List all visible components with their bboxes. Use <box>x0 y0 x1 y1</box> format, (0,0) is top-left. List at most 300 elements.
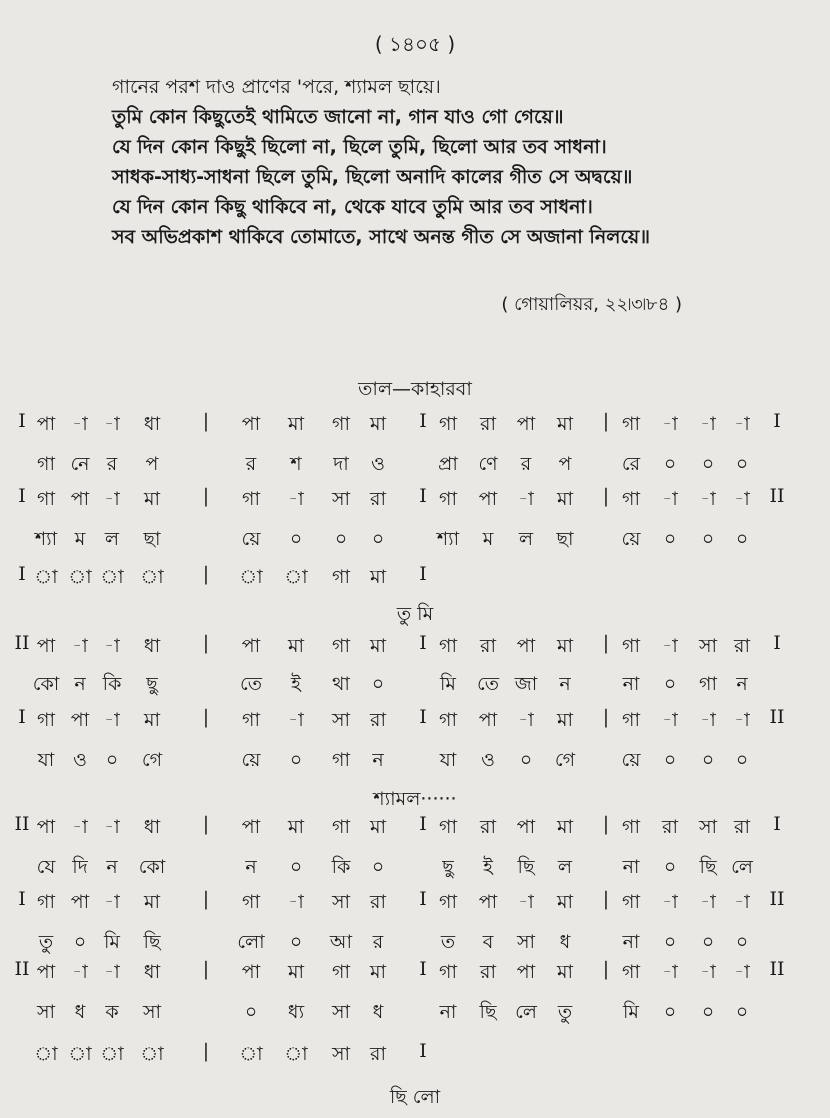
bar-line: | <box>202 410 210 432</box>
notation-cell: ০ <box>663 856 677 878</box>
lyric-row <box>0 706 830 736</box>
lyric-row <box>0 888 830 918</box>
notation-cell: পা <box>478 488 498 510</box>
notation-cell: গা <box>622 891 640 913</box>
poem-line: যে দিন কোন কিছু থাকিবে না, থেকে যাবে তুমি আর তব সাধনা। <box>112 196 593 218</box>
notation-cell: ছি <box>479 1001 497 1023</box>
lyric-row <box>0 1040 830 1070</box>
refrain-reference: শ্যামল······ <box>373 788 457 810</box>
notation-cell: ধা <box>143 635 161 657</box>
notation-cell: যা <box>37 749 55 771</box>
bar-line: | <box>202 888 210 910</box>
bar-line: | <box>202 563 210 585</box>
notation-cell: -া <box>700 488 716 510</box>
notation-cell: য়ে <box>621 528 641 550</box>
bar-line: I <box>419 1040 427 1062</box>
notation-cell: কি <box>331 856 351 878</box>
notation-cell: -া <box>662 891 678 913</box>
bar-line: I <box>419 485 427 507</box>
notation-cell: মা <box>369 566 387 588</box>
notation-row <box>0 998 830 1028</box>
notation-cell: ও <box>371 453 385 475</box>
notation-cell: কো <box>32 673 60 695</box>
notation-cell: -া <box>104 891 120 913</box>
notation-cell: -া <box>104 816 120 838</box>
notation-cell: ০ <box>663 749 677 771</box>
notation-cell: র <box>106 453 118 475</box>
notation-cell: পা <box>516 413 536 435</box>
poem-line: সাধক-সাধ্য-সাধনা ছিলে তুমি, ছিলো অনাদি কালের গীত সে অদ্বয়ে॥ <box>112 166 633 188</box>
notation-cell: ছু <box>146 673 158 695</box>
notation-cell: ০ <box>73 931 87 953</box>
lyric-row <box>0 632 830 662</box>
notation-cell: ছি <box>143 931 161 953</box>
notation-cell: প <box>558 453 572 475</box>
poem-line: তুমি কোন কিছুতেই থামিতে জানো না, গান যাও গো গেয়ে॥ <box>112 106 564 128</box>
notation-cell: গা <box>439 891 457 913</box>
notation-cell: গা <box>439 635 457 657</box>
notation-cell: পা <box>241 635 261 657</box>
notation-cell: ০ <box>289 528 303 550</box>
notation-cell: ছু <box>442 856 454 878</box>
notation-cell: ০ <box>701 1001 715 1023</box>
lyric-chhilo: ছি লো <box>389 1086 441 1108</box>
notation-cell: ও <box>481 749 495 771</box>
notation-cell: গা <box>242 488 260 510</box>
bar-line: I <box>18 706 26 728</box>
bar-line: I <box>419 563 427 585</box>
notation-cell: আ <box>329 931 353 953</box>
bar-line: | <box>202 632 210 654</box>
notation-cell: ছি <box>517 856 535 878</box>
notation-cell: ০ <box>289 749 303 771</box>
notation-cell: শ <box>290 453 302 475</box>
notation-cell: মা <box>143 488 161 510</box>
notation-cell: -া <box>518 709 534 731</box>
notation-cell: ছা <box>143 528 161 550</box>
notation-cell: -া <box>662 961 678 983</box>
notation-cell: মা <box>369 635 387 657</box>
bar-line: I <box>18 888 26 910</box>
notation-cell: তু <box>557 1001 573 1023</box>
notation-cell: ন <box>736 673 748 695</box>
notation-cell: দা <box>333 453 349 475</box>
notation-cell: গা <box>439 488 457 510</box>
notation-cell: না <box>622 856 640 878</box>
poem-line: যে দিন কোন কিছুই ছিলো না, ছিলে তুমি, ছিলো আর তব সাধনা। <box>112 136 607 158</box>
notation-cell: সা <box>698 816 718 838</box>
bar-line: II <box>769 706 785 728</box>
notation-cell: সা <box>331 1001 351 1023</box>
notation-cell: প <box>145 453 159 475</box>
notation-cell: দি <box>72 856 88 878</box>
notation-cell: পা <box>70 891 90 913</box>
notation-cell: ধা <box>143 413 161 435</box>
notation-cell: লো <box>237 931 265 953</box>
notation-cell: -া <box>734 961 750 983</box>
notation-cell: ০ <box>371 528 385 550</box>
notation-cell: রা <box>480 413 496 435</box>
notation-row <box>0 410 830 440</box>
notation-cell: য়ে <box>241 749 261 771</box>
poem-lyrics <box>112 72 650 252</box>
notation-cell: গে <box>554 749 576 771</box>
notation-cell: -া <box>104 488 120 510</box>
notation-cell: ০ <box>371 856 385 878</box>
notation-cell: ধ <box>74 1001 86 1023</box>
notation-cell: ল <box>104 528 120 550</box>
notation-cell: পা <box>478 709 498 731</box>
bar-line: I <box>773 632 781 654</box>
notation-cell: -া <box>72 413 88 435</box>
notation-cell: পা <box>36 816 56 838</box>
notation-cell: পা <box>516 816 536 838</box>
notation-cell: রা <box>734 816 750 838</box>
notation-cell: সা <box>36 1001 56 1023</box>
bar-line: I <box>18 485 26 507</box>
notation-cell: মা <box>556 709 574 731</box>
notation-cell: পা <box>241 961 261 983</box>
notation-cell: গা <box>332 413 350 435</box>
notation-cell: রা <box>370 709 386 731</box>
place-date: ( গোয়ালিয়র, ২২৷৩৷৮৪ ) <box>501 294 682 315</box>
notation-cell: ০ <box>735 749 749 771</box>
notation-cell: ০ <box>663 453 677 475</box>
notation-cell: -া <box>288 488 304 510</box>
notation-cell: ন <box>372 749 384 771</box>
notation-cell: ০ <box>519 749 533 771</box>
bar-line: I <box>419 888 427 910</box>
notation-cell: গা <box>37 709 55 731</box>
notation-cell: পা <box>36 635 56 657</box>
notation-cell: লে <box>515 1001 537 1023</box>
notation-cell: -া <box>104 961 120 983</box>
notation-cell: গা <box>37 453 55 475</box>
notation-cell: রা <box>370 1043 386 1065</box>
notation-cell: া <box>100 1043 124 1065</box>
bar-line: II <box>14 958 30 980</box>
notation-cell: মি <box>104 931 120 953</box>
notation-cell: া <box>68 566 92 588</box>
notation-cell: প্রা <box>438 453 458 475</box>
notation-cell: জা <box>514 673 538 695</box>
taal-heading: তাল—কাহারবা <box>358 378 472 400</box>
lyric-row <box>0 958 830 988</box>
notation-cell: গা <box>332 749 350 771</box>
notation-cell: গা <box>332 566 350 588</box>
lyric-tumi: তু মি <box>396 603 434 625</box>
notation-cell: -া <box>104 413 120 435</box>
notation-cell: গা <box>439 709 457 731</box>
notation-cell: রা <box>662 816 678 838</box>
notation-cell: গা <box>37 488 55 510</box>
notation-cell: য়ে <box>241 528 261 550</box>
notation-cell: -া <box>104 709 120 731</box>
notation-cell: ০ <box>735 1001 749 1023</box>
notation-cell: ল <box>557 856 573 878</box>
notation-cell: গা <box>439 816 457 838</box>
bar-line: II <box>769 958 785 980</box>
lyric-row <box>0 525 830 555</box>
poem-line: গানের পরশ দাও প্রাণের 'পরে, শ্যামল ছায়ে। <box>112 76 441 98</box>
notation-cell: য়ে <box>621 749 641 771</box>
notation-cell: -া <box>662 635 678 657</box>
notation-cell: রা <box>480 635 496 657</box>
notation-cell: গা <box>439 961 457 983</box>
notation-cell: মা <box>556 488 574 510</box>
notation-cell: মা <box>556 635 574 657</box>
notation-row <box>0 563 830 593</box>
bar-line: II <box>14 813 30 835</box>
notation-cell: রে <box>621 453 641 475</box>
notation-cell: মা <box>556 961 574 983</box>
notation-cell: তে <box>477 673 499 695</box>
notation-cell: ধা <box>143 816 161 838</box>
notation-cell: ধ্য <box>287 1001 305 1023</box>
notation-cell: -া <box>700 413 716 435</box>
notation-cell: মি <box>623 1001 639 1023</box>
notation-cell: -া <box>104 635 120 657</box>
notation-cell: া <box>34 566 58 588</box>
notation-cell: মা <box>369 816 387 838</box>
notation-cell: ছি <box>699 856 717 878</box>
notation-cell: না <box>622 931 640 953</box>
bar-line: | <box>202 958 210 980</box>
notation-cell: া <box>284 566 308 588</box>
notation-cell: মা <box>143 891 161 913</box>
notation-cell: ম <box>74 528 86 550</box>
lyric-row <box>0 450 830 480</box>
notation-row <box>0 928 830 958</box>
notation-cell: া <box>140 566 164 588</box>
notation-cell: গা <box>37 891 55 913</box>
notation-row <box>0 670 830 700</box>
notation-cell: সা <box>331 709 351 731</box>
notation-cell: মা <box>556 413 574 435</box>
bar-line: II <box>14 632 30 654</box>
notation-cell: ০ <box>334 528 348 550</box>
notation-cell: রা <box>370 488 386 510</box>
notation-cell: -া <box>734 709 750 731</box>
notation-cell: মা <box>287 635 305 657</box>
notation-cell: গা <box>622 488 640 510</box>
notation-cell: তে <box>240 673 262 695</box>
bar-line: | <box>602 813 610 835</box>
bar-line: I <box>419 813 427 835</box>
notation-cell: ০ <box>289 856 303 878</box>
notation-cell: ০ <box>663 673 677 695</box>
notation-cell: ন <box>559 673 571 695</box>
notation-cell: -া <box>288 709 304 731</box>
notation-cell: ন <box>245 856 257 878</box>
notation-cell: ণে <box>478 453 498 475</box>
notation-cell: ও <box>73 749 87 771</box>
notation-row <box>0 853 830 883</box>
notation-cell: গা <box>242 891 260 913</box>
notation-cell: পা <box>36 413 56 435</box>
notation-cell: -া <box>518 488 534 510</box>
notation-cell: মা <box>556 891 574 913</box>
notation-cell: ল <box>518 528 534 550</box>
notation-cell: নে <box>70 453 90 475</box>
notation-cell: পা <box>70 709 90 731</box>
bar-line: | <box>602 485 610 507</box>
notation-cell: গা <box>622 816 640 838</box>
notation-cell: পা <box>36 961 56 983</box>
notation-cell: মা <box>556 816 574 838</box>
notation-cell: শ্যা <box>436 528 460 550</box>
notation-cell: া <box>140 1043 164 1065</box>
notation-cell: ছা <box>556 528 574 550</box>
notation-cell: গা <box>622 635 640 657</box>
bar-line: II <box>769 888 785 910</box>
notation-cell: ০ <box>663 931 677 953</box>
notation-cell: সা <box>331 1043 351 1065</box>
notation-cell: ক <box>105 1001 119 1023</box>
bar-line: | <box>602 706 610 728</box>
notation-cell: রা <box>370 891 386 913</box>
notation-cell: ধ <box>372 1001 384 1023</box>
notation-cell: না <box>622 673 640 695</box>
notation-cell: যে <box>36 856 56 878</box>
notation-cell: ০ <box>289 931 303 953</box>
bar-line: | <box>602 958 610 980</box>
notation-cell: ন <box>106 856 118 878</box>
notation-cell: যা <box>439 749 457 771</box>
notation-cell: পা <box>478 891 498 913</box>
notation-cell: -া <box>662 709 678 731</box>
notation-cell: -া <box>700 961 716 983</box>
bar-line: | <box>602 888 610 910</box>
notation-cell: ০ <box>105 749 119 771</box>
bar-line: | <box>202 1040 210 1062</box>
notation-cell: রা <box>734 635 750 657</box>
notation-cell: সা <box>698 635 718 657</box>
notation-cell: রা <box>480 961 496 983</box>
notation-cell: গা <box>622 413 640 435</box>
notation-row <box>0 746 830 776</box>
bar-line: I <box>18 563 26 585</box>
notation-cell: কি <box>102 673 122 695</box>
notation-cell: -া <box>518 891 534 913</box>
notation-cell: ০ <box>735 931 749 953</box>
notation-cell: সা <box>331 488 351 510</box>
notation-cell: া <box>100 566 124 588</box>
notation-cell: পা <box>516 635 536 657</box>
notation-cell: না <box>439 1001 457 1023</box>
notation-cell: ০ <box>663 528 677 550</box>
bar-line: | <box>602 632 610 654</box>
notation-cell: মা <box>143 709 161 731</box>
notation-cell: ধ <box>559 931 571 953</box>
notation-cell: রা <box>480 816 496 838</box>
notation-cell: ০ <box>244 1001 258 1023</box>
bar-line: I <box>18 410 26 432</box>
notation-cell: র <box>372 931 384 953</box>
notation-cell: ০ <box>701 528 715 550</box>
notation-cell: ম <box>482 528 494 550</box>
notation-cell: কো <box>138 856 166 878</box>
notation-cell: ০ <box>701 749 715 771</box>
notation-cell: গা <box>699 673 717 695</box>
notation-cell: মা <box>287 961 305 983</box>
bar-line: I <box>419 632 427 654</box>
bar-line: | <box>602 410 610 432</box>
notation-cell: -া <box>700 709 716 731</box>
notation-cell: া <box>68 1043 92 1065</box>
notation-cell: মা <box>287 413 305 435</box>
notation-cell: -া <box>288 891 304 913</box>
notation-cell: মা <box>369 961 387 983</box>
bar-line: | <box>202 813 210 835</box>
notation-cell: ০ <box>735 528 749 550</box>
notation-cell: পা <box>516 961 536 983</box>
bar-line: I <box>773 813 781 835</box>
notation-cell: ধা <box>143 961 161 983</box>
notation-cell: সা <box>142 1001 162 1023</box>
notation-cell: -া <box>662 413 678 435</box>
notation-cell: ০ <box>701 453 715 475</box>
notation-cell: ০ <box>735 453 749 475</box>
notation-cell: া <box>239 566 263 588</box>
notation-cell: -া <box>72 816 88 838</box>
bar-line: I <box>773 410 781 432</box>
notation-cell: ন <box>74 673 86 695</box>
notation-cell: ই <box>291 673 301 695</box>
notation-cell: গা <box>622 709 640 731</box>
notation-cell: গা <box>332 816 350 838</box>
notation-cell: র <box>520 453 532 475</box>
notation-cell: পা <box>241 413 261 435</box>
notation-cell: া <box>239 1043 263 1065</box>
notation-cell: গা <box>622 961 640 983</box>
notation-cell: গে <box>141 749 163 771</box>
notation-cell: ০ <box>663 1001 677 1023</box>
notation-cell: মা <box>287 816 305 838</box>
bar-line: I <box>419 410 427 432</box>
notation-cell: -া <box>72 961 88 983</box>
bar-line: | <box>202 485 210 507</box>
notation-cell: ই <box>483 856 493 878</box>
bar-line: I <box>419 706 427 728</box>
notation-cell: ব <box>482 931 494 953</box>
notation-cell: তু <box>38 931 54 953</box>
notation-cell: গা <box>242 709 260 731</box>
notation-cell: া <box>34 1043 58 1065</box>
lyric-row <box>0 813 830 843</box>
bar-line: II <box>769 485 785 507</box>
notation-cell: গা <box>332 961 350 983</box>
notation-cell: লে <box>731 856 753 878</box>
notation-cell: পা <box>241 816 261 838</box>
bar-line: I <box>419 958 427 980</box>
notation-cell: মা <box>369 413 387 435</box>
notation-cell: সা <box>331 891 351 913</box>
bar-line: | <box>202 706 210 728</box>
notation-cell: -া <box>734 891 750 913</box>
notation-row <box>0 485 830 515</box>
notation-cell: শ্যা <box>34 528 58 550</box>
page-number: ( ১৪০৫ ) <box>374 32 456 56</box>
notation-cell: -া <box>734 413 750 435</box>
notation-cell: র <box>245 453 257 475</box>
notation-cell: ০ <box>701 931 715 953</box>
notation-cell: া <box>284 1043 308 1065</box>
notation-cell: গা <box>439 413 457 435</box>
notation-cell: -া <box>72 635 88 657</box>
notation-cell: ত <box>440 931 456 953</box>
notation-cell: থা <box>332 673 350 695</box>
